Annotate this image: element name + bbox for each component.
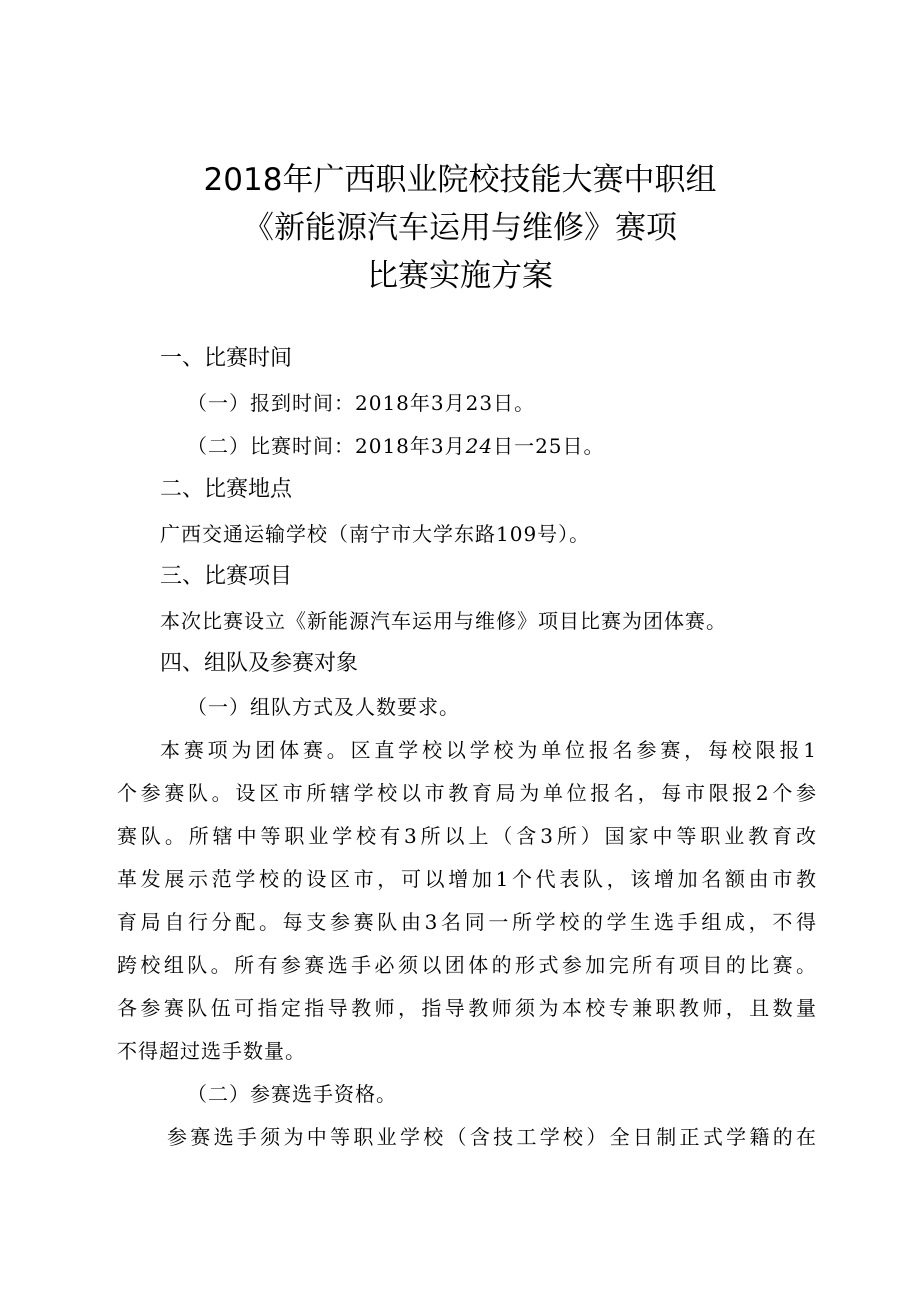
competition-time	[187, 431, 605, 461]
team-subheading: （一）组队方式及人数要求。	[187, 695, 460, 719]
team-paragraph-line: 革发展示范学校的设区市，可以增加1个代表队，该增加名额由市教	[117, 867, 817, 891]
eligibility-paragraph-line: 参赛选手须为中等职业学校（含技工学校）全日制正式学籍的在	[167, 1125, 817, 1149]
section-heading-teams: 四、组队及参赛对象	[160, 651, 359, 676]
team-paragraph-line: 赛队。所辖中等职业学校有3所以上（含3所）国家中等职业教育改	[117, 824, 817, 848]
competition-location: 广西交通运输学校（南宁市大学东路109号）。	[160, 522, 591, 546]
team-paragraph-line: 本赛项为团体赛。区直学校以学校为单位报名参赛，每校限报1	[160, 738, 817, 762]
section-heading-time: 一、比赛时间	[160, 346, 293, 371]
team-paragraph-line: 各参赛队伍可指定指导教师，指导教师须为本校专兼职教师，且数量	[117, 996, 817, 1020]
section-heading-location: 二、比赛地点	[160, 477, 293, 502]
document-title-line-1: 2018年广西职业院校技能大赛中职组	[203, 162, 717, 198]
eligibility-subheading: （二）参赛选手资格。	[187, 1082, 397, 1106]
registration-time: （一）报到时间：2018年3月23日。	[187, 391, 536, 415]
document-title-line-3: 比赛实施方案	[367, 258, 553, 294]
competition-time-day: 24	[465, 434, 494, 458]
team-paragraph-line: 不得超过选手数量。	[117, 1039, 306, 1063]
team-paragraph-line: 跨校组队。所有参赛选手必须以团体的形式参加完所有项目的比赛。	[117, 953, 817, 977]
team-paragraph-line: 个参赛队。设区市所辖学校以市教育局为单位报名，每市限报2个参	[117, 781, 817, 805]
team-paragraph-line: 育局自行分配。每支参赛队由3名同一所学校的学生选手组成，不得	[117, 910, 817, 934]
competition-time-suffix: 日一25日。	[493, 434, 605, 458]
competition-event: 本次比赛设立《新能源汽车运用与维修》项目比赛为团体赛。	[160, 609, 727, 633]
competition-time-prefix: （二）比赛时间：2018年3月	[187, 434, 466, 458]
document-title-line-2: 《新能源汽车运用与维修》赛项	[243, 210, 677, 246]
section-heading-event: 三、比赛项目	[160, 564, 293, 589]
